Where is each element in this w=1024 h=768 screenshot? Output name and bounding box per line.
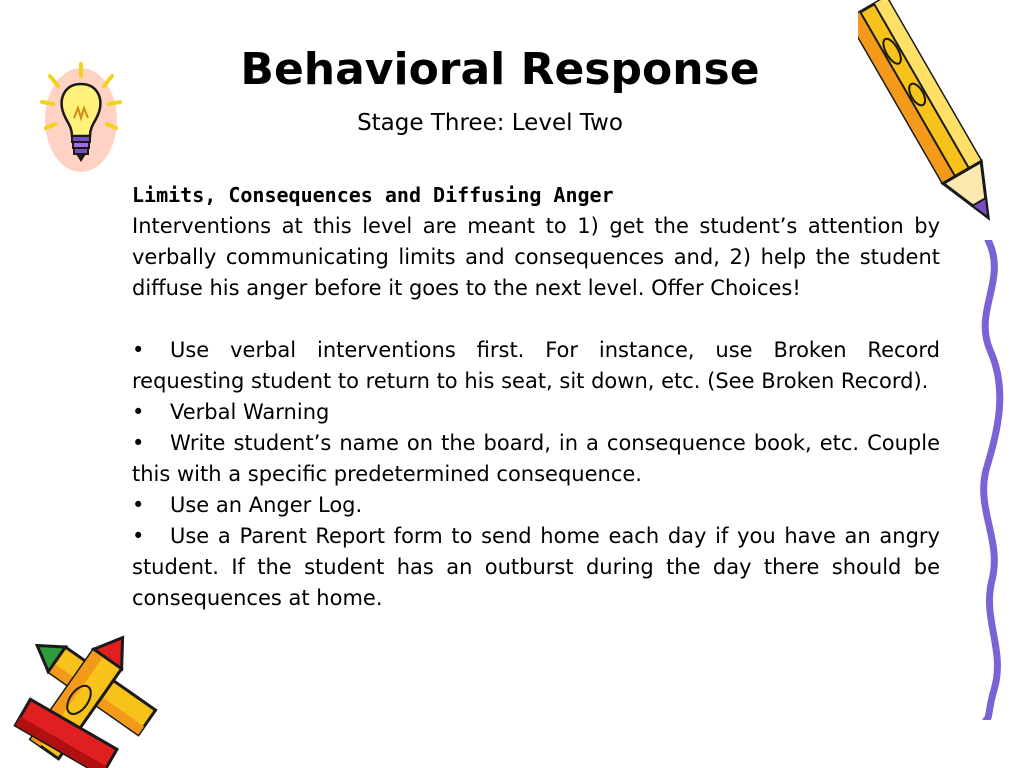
bullet-item <box>132 335 940 397</box>
bullet-item <box>132 490 940 521</box>
section-heading: Limits, Consequences and Diffusing Anger <box>132 183 614 207</box>
paragraph-spacer <box>132 304 940 335</box>
lightbulb-icon <box>38 58 124 178</box>
bullet-item <box>132 397 940 428</box>
crayons-icon <box>0 618 160 768</box>
intro-paragraph: Interventions at this level are meant to 1) get the student’s attention by verbally communicating limits and consequences and, 2) help the student diffuse his anger before it goes to the next level. Offer Choices! <box>132 214 940 300</box>
bullet-text: Use a Parent Report form to send home each day if you have an angry student. If the student has an outburst during the day there should be consequences at home. <box>132 524 940 610</box>
bullet-text: Use an Anger Log. <box>170 493 363 517</box>
bullet-item <box>132 428 940 490</box>
bullet-glyph: • <box>132 400 145 424</box>
bullet-glyph: • <box>132 338 145 362</box>
bullet-text: Verbal Warning <box>170 400 330 424</box>
slide-title: Behavioral Response <box>240 44 760 95</box>
bullet-text: Use verbal interventions first. For instance, use Broken Record requesting student to return to his seat, sit down, etc. (See Broken Record). <box>132 338 940 393</box>
slide-body <box>132 180 940 614</box>
slide-subtitle: Stage Three: Level Two <box>357 110 623 136</box>
bullet-item <box>132 521 940 614</box>
bullet-glyph: • <box>132 524 145 548</box>
squiggle-line-icon <box>968 240 1024 720</box>
bullet-glyph: • <box>132 431 145 455</box>
bullet-text: Write student’s name on the board, in a consequence book, etc. Couple this with a specific predetermined consequence. <box>132 431 940 486</box>
bullet-glyph: • <box>132 493 145 517</box>
